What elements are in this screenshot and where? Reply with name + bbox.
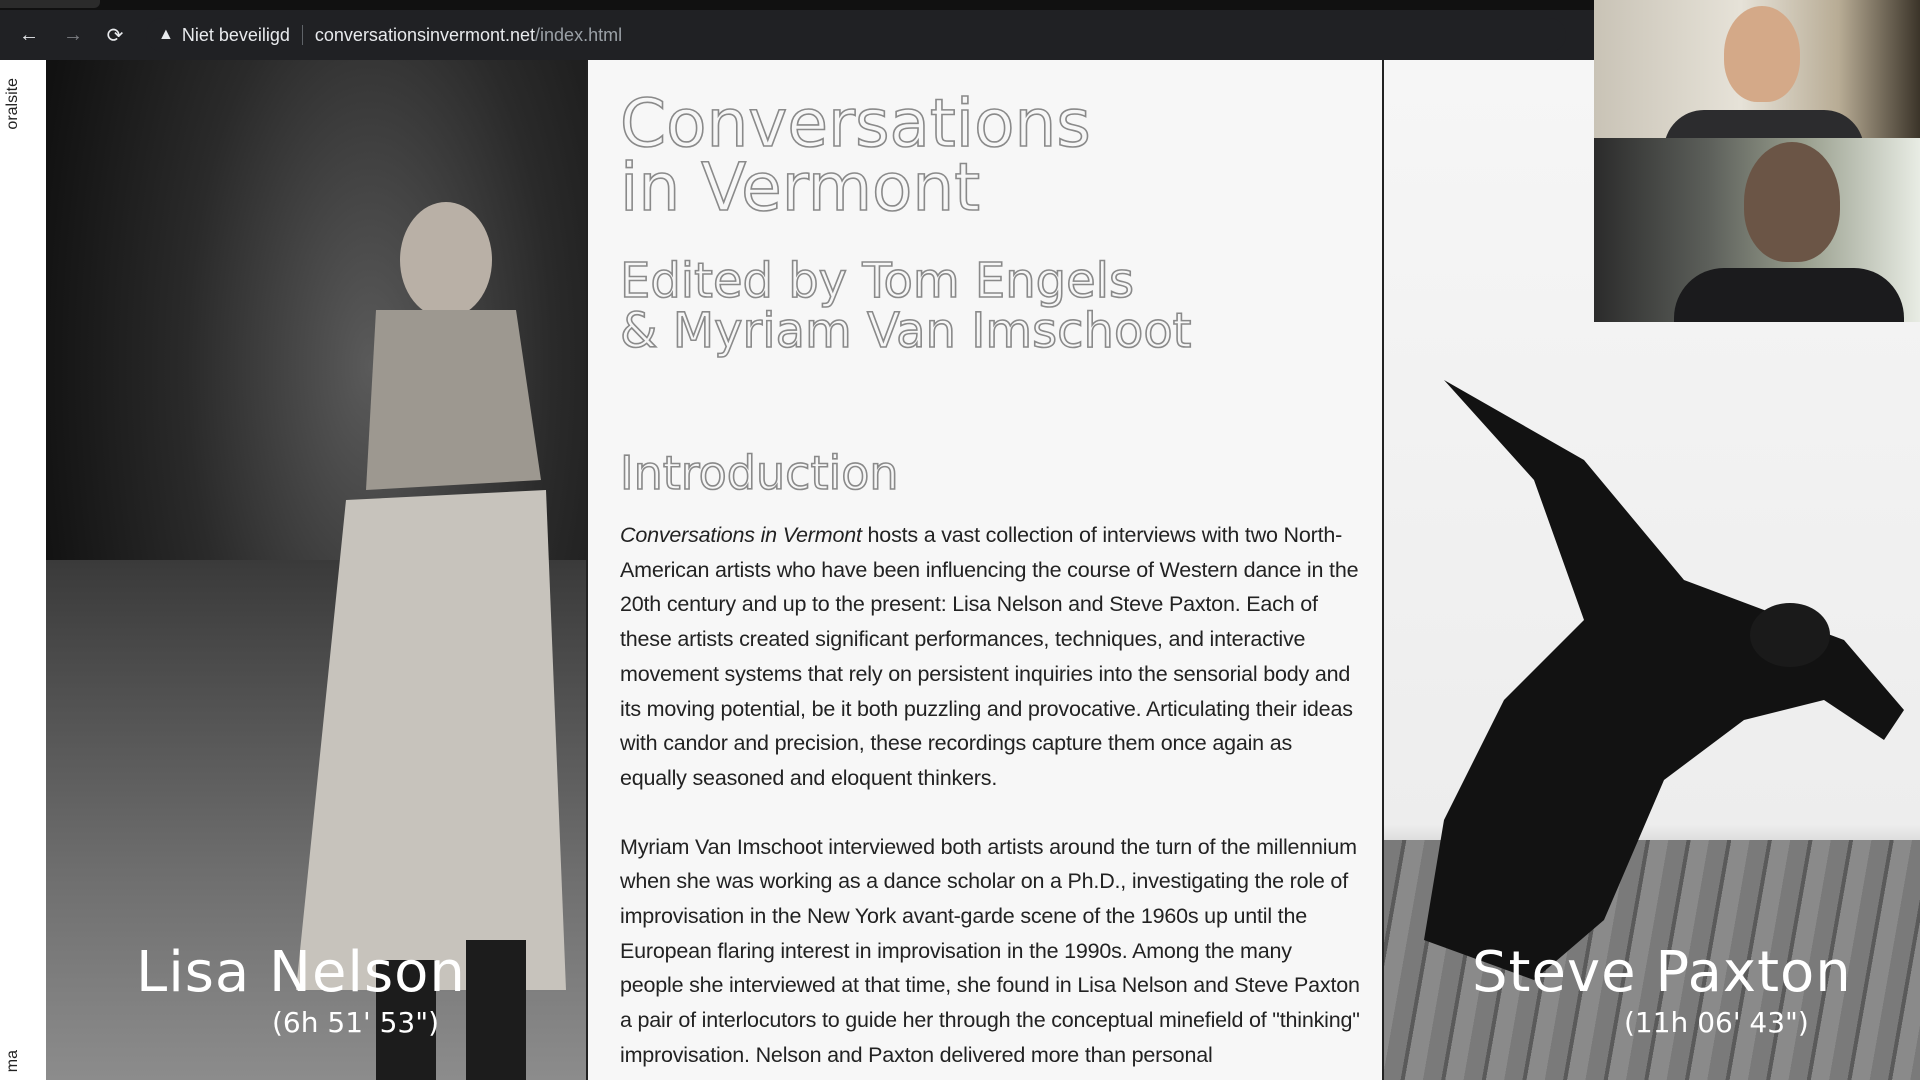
- steve-paxton-duration: (11h 06' 43"): [1624, 1006, 1809, 1039]
- address-divider: [302, 25, 303, 45]
- participant-avatar: [1744, 142, 1840, 262]
- lisa-nelson-name[interactable]: Lisa Nelson: [136, 940, 466, 1005]
- tab-strip: [0, 0, 1594, 10]
- side-rail: [0, 60, 47, 1080]
- forward-icon[interactable]: →: [63, 23, 83, 46]
- site-link-oralsite[interactable]: oralsite: [4, 78, 21, 130]
- active-tab[interactable]: [0, 0, 100, 8]
- security-status[interactable]: Niet beveiligd: [181, 24, 290, 45]
- video-tile-participant-1[interactable]: [1594, 0, 1920, 138]
- lisa-nelson-photo[interactable]: [46, 60, 586, 1080]
- participant-body: [1674, 268, 1904, 322]
- participant-avatar: [1724, 6, 1800, 102]
- url-path[interactable]: /index.html: [535, 24, 623, 45]
- reload-icon[interactable]: ⟳: [106, 24, 124, 47]
- address-bar[interactable]: [146, 18, 1566, 52]
- url-host[interactable]: conversationsinvermont.net: [314, 24, 536, 45]
- introduction-body: [620, 518, 1360, 1080]
- editors-line: Edited by Tom Engels & Myriam Van Imschoot: [620, 253, 1192, 359]
- video-tile-participant-2[interactable]: [1594, 138, 1920, 322]
- site-title: Conversations in Vermont: [620, 85, 1091, 226]
- intro-column: [586, 60, 1384, 1080]
- intro-title-italic: Conversations in Vermont: [620, 523, 862, 547]
- steve-paxton-name[interactable]: Steve Paxton: [1472, 940, 1852, 1005]
- introduction-heading: Introduction: [620, 446, 899, 500]
- intro-paragraph-1: [620, 518, 1360, 796]
- intro-paragraph-2: Myriam Van Imschoot interviewed both artists around the turn of the millennium when she was working as a dance scholar on a Ph.D., investigating the role of improvisation in the New York avant-garde scene of the 1960s up until the European flaring interest in improvisation in the 1990s. Among the many people she interviewed at that time, she found in Lisa Nelson and Steve Paxton a pair of interlocutors to guide her through the conceptual minefield of "thinking" improvisation. Nelson and Paxton delivered more than personal: [620, 834, 1360, 1067]
- participant-body: [1664, 110, 1864, 138]
- dancer-figure-left: [46, 60, 586, 1080]
- lisa-nelson-duration: (6h 51' 53"): [272, 1006, 440, 1039]
- intro-paragraph-1-text: hosts a vast collection of interviews with two North-American artists who have been influencing the course of Western dance in the 20th century and up to the present: Lisa Nelson and Steve Paxton. Each of these artists created significant performances, techniques, and interactive movement systems that rely on persistent inquiries into the sensorial body and its moving potential, be it both puzzling and provocative. Articulating their ideas with candor and precision, these recordings capture them once again as equally seasoned and eloquent thinkers.: [620, 523, 1359, 790]
- warning-icon[interactable]: ▲: [158, 26, 174, 43]
- browser-toolbar: [0, 10, 1594, 60]
- site-link-ma[interactable]: ma: [4, 1050, 21, 1073]
- back-icon[interactable]: ←: [19, 23, 39, 46]
